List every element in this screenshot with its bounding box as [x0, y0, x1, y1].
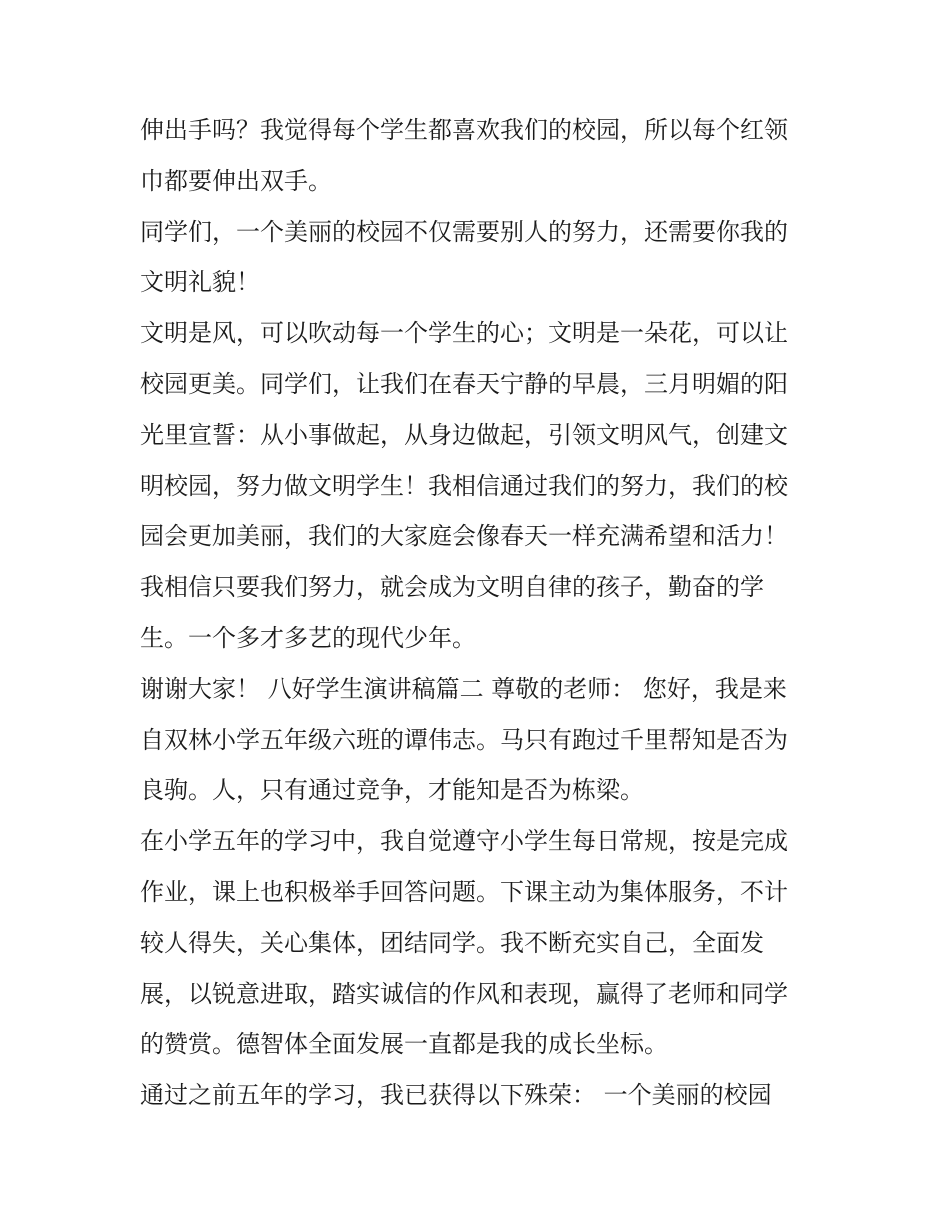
document-body [140, 105, 820, 1121]
text-line: 我相信只要我们努力，就会成为文明自律的孩子，勤奋的学 [140, 573, 764, 602]
text-line: 光里宣誓：从小事做起，从身边做起，引领文明风气，创建文 [140, 420, 788, 449]
text-line: 巾都要伸出双手。 [140, 166, 332, 195]
text-line: 文明是风，可以吹动每一个学生的心；文明是一朵花，可以让 [140, 319, 788, 348]
text-line: 通过之前五年的学习，我已获得以下殊荣： 一个美丽的校园 [140, 1081, 772, 1110]
text-line: 良驹。人，只有通过竞争，才能知是否为栋梁。 [140, 776, 644, 805]
text-line: 明校园，努力做文明学生！我相信通过我们的努力，我们的校 [140, 471, 788, 500]
text-line: 生。一个多才多艺的现代少年。 [140, 623, 476, 652]
text-line: 伸出手吗？我觉得每个学生都喜欢我们的校园，所以每个红领 [140, 116, 788, 144]
text-line: 园会更加美丽，我们的大家庭会像春天一样充满希望和活力！ [140, 522, 788, 551]
text-line: 自双林小学五年级六班的谭伟志。马只有跑过千里帮知是否为 [140, 725, 788, 754]
text-line: 作业，课上也积极举手回答问题。下课主动为集体服务，不计 [140, 877, 788, 906]
text-line: 文明礼貌！ [140, 268, 260, 297]
text-line: 展，以锐意进取，踏实诚信的作风和表现，赢得了老师和同学 [140, 979, 788, 1008]
text-line: 在小学五年的学习中，我自觉遵守小学生每日常规，按是完成 [140, 827, 788, 856]
text-line: 的赞赏。德智体全面发展一直都是我的成长坐标。 [140, 1030, 668, 1059]
text-line: 较人得失，关心集体，团结同学。我不断充实自己，全面发 [140, 928, 764, 957]
text-line: 校园更美。同学们，让我们在春天宁静的早晨，三月明媚的阳 [140, 369, 788, 398]
text-line: 同学们，一个美丽的校园不仅需要别人的努力，还需要你我的 [140, 217, 788, 246]
text-line: 谢谢大家！ 八好学生演讲稿篇二 尊敬的老师： 您好，我是来 [140, 674, 787, 703]
